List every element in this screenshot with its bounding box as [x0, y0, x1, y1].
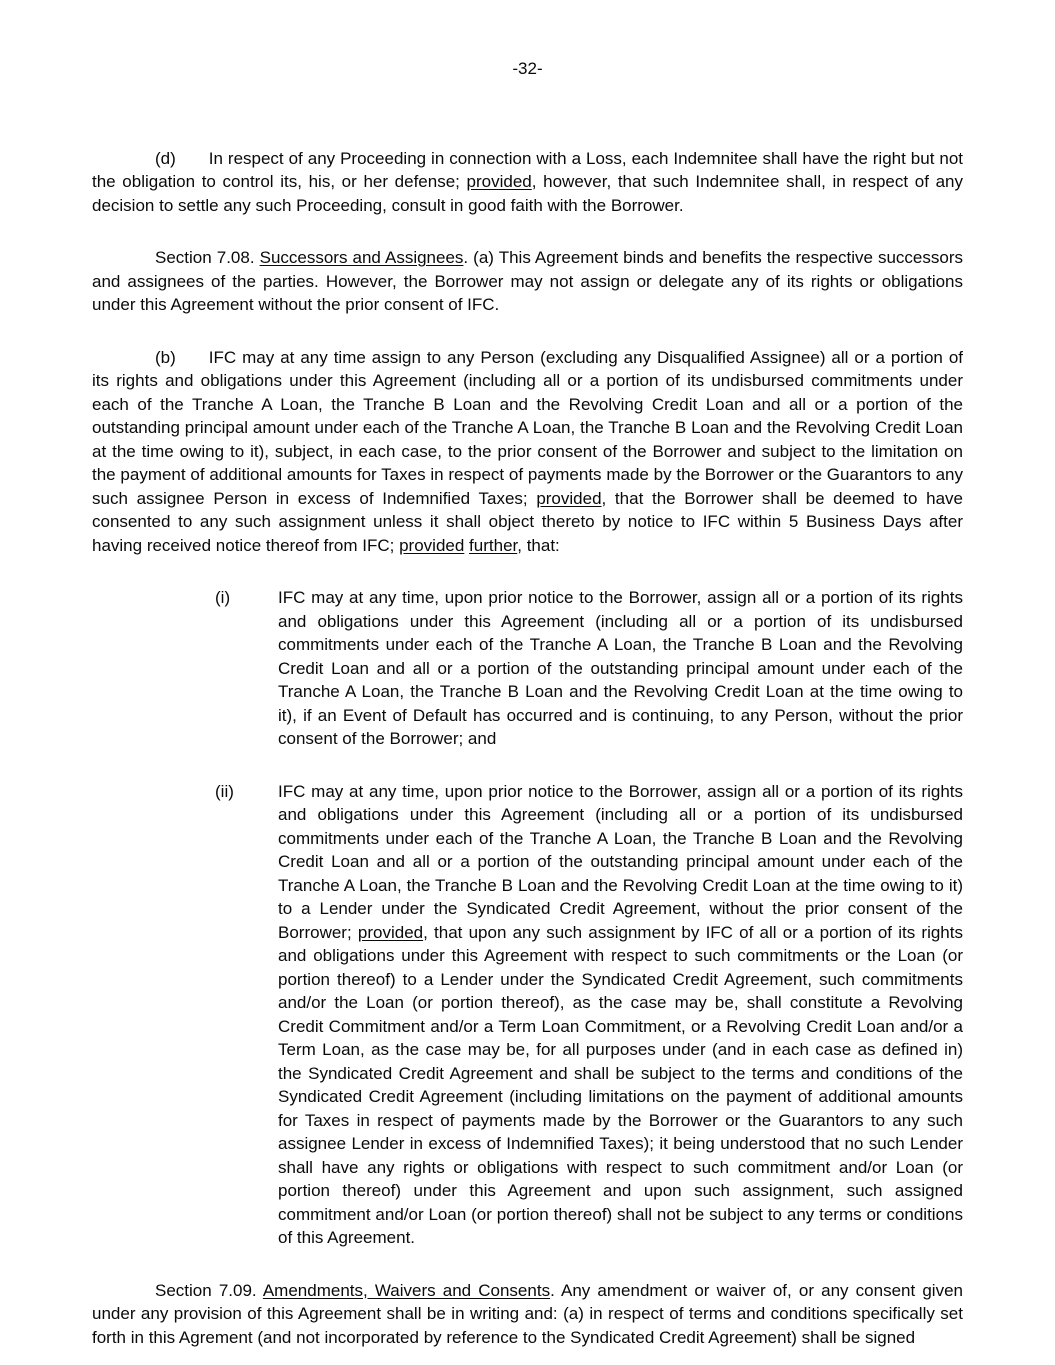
- page-number: -32-: [512, 59, 543, 78]
- list-item-i-text: IFC may at any time, upon prior notice to the Borrower, assign all or a portion of its rights and obligations under this Agreement (including all or a portion of its undisbursed commitments under each of the Tranche A Loan, the Tranche B Loan and the Revolving Credit Loan and all or a portion of the outstanding principal amount under each of the Tranche A Loan, the Tranche B Loan and the Revolving Credit Loan at the time owing to it), if an Event of Default has occurred and is continuing, to any Person, without the prior consent of the Borrower; and: [278, 588, 963, 748]
- list-item-i: [215, 586, 963, 751]
- list-item-ii-text: IFC may at any time, upon prior notice to the Borrower, assign all or a portion of its rights and obligations under this Agreement (including all or a portion of its undisbursed commitments under each of the Tranche A Loan, the Tranche B Loan and the Revolving Credit Loan and all or a portion of the outstanding principal amount under each of the Tranche A Loan, the Tranche B Loan and the Revolving Credit Loan at the time owing to it) to a Lender under the Syndicated Credit Agreement, without the prior consent of the Borrower; provided, that upon any such assignment by IFC of all or a portion of its rights and obligations under this Agreement with respect to such commitments or the Loan (or portion thereof) to a Lender under the Syndicated Credit Agreement, such commitments and/or the Loan (or portion thereof), as the case may be, shall constitute a Revolving Credit Commitment and/or a Term Loan Commitment, or a Revolving Credit Loan and/or a Term Loan, as the case may be, for all purposes under (and in each case as defined in) the Syndicated Credit Agreement and shall be subject to the terms and conditions of the Syndicated Credit Agreement (including limitations on the payment of additional amounts for Taxes in respect of payments made by the Borrower or the Guarantors to any such assignee Lender in excess of Indemnified Taxes); it being understood that no such Lender shall have any rights or obligations with respect to such commitment and/or Loan (or portion thereof) under this Agreement and upon such assignment, such assigned commitment and/or Loan (or portion thereof) shall not be subject to any terms or conditions of this Agreement.: [278, 781, 963, 1247]
- paragraph-section-7-09: Section 7.09. Amendments, Waivers and Consents. Any amendment or waiver of, or any consent given under any provision of this Agreement shall be in writing and: (a) in respect of terms and conditions specifically set forth in this Agrement (and not incorporated by reference to the Syndicated Credit Agreement) shall be signed: [92, 1280, 963, 1347]
- document-body: [92, 147, 963, 1350]
- list-item-ii: [215, 780, 963, 1250]
- paragraph-section-7-08: Section 7.08. Successors and Assignees. (a) This Agreement binds and benefits the respective successors and assignees of the parties. However, the Borrower may not assign or delegate any of its rights or obligations under this Agreement without the prior consent of IFC.: [92, 248, 964, 314]
- paragraph-d: (d) In respect of any Proceeding in connection with a Loss, each Indemnitee shall have the right but not the obligation to control its, his, or her defense; provided, however, that such Indemnitee shall, in respect of any decision to settle any such Proceeding, consult in good faith with the Borrower.: [92, 148, 963, 215]
- list-item-ii-label: (ii): [215, 781, 234, 801]
- paragraph-b: (b) IFC may at any time assign to any Person (excluding any Disqualified Assignee) all or a portion of its rights and obligations under this Agreement (including all or a portion of its undisbursed commitments under each of the Tranche A Loan, the Tranche B Loan and the Revolving Credit Loan and all or a portion of the outstanding principal amount under each of the Tranche A Loan, the Tranche B Loan and the Revolving Credit Loan at the time owing to it), subject, in each case, to the prior consent of the Borrower and subject to the limitation on the payment of additional amounts for Taxes in respect of payments made by the Borrower or the Guarantors to any such assignee Person in excess of Indemnified Taxes; provided, that the Borrower shall be deemed to have consented to any such assignment unless it shall object thereto by notice to IFC within 5 Business Days after having received notice thereof from IFC; provided further, that:: [92, 347, 964, 555]
- list-item-i-label: (i): [215, 588, 231, 607]
